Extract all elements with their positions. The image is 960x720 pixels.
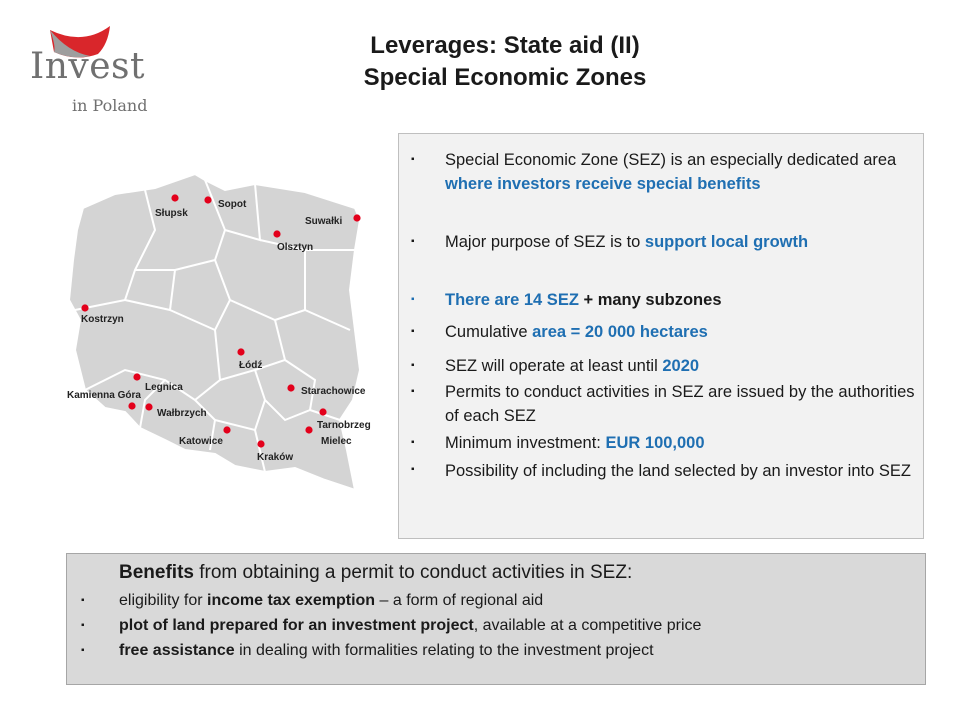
bullet-icon: ▪ (411, 360, 415, 371)
city-label: Olsztyn (277, 242, 314, 253)
city-dot (145, 403, 152, 410)
city-dot (204, 196, 211, 203)
city-label: Mielec (321, 436, 352, 447)
city-marker-layer (55, 150, 395, 500)
city-dot (319, 408, 326, 415)
bullet-icon: ▪ (411, 294, 415, 305)
city-label: Sopot (218, 199, 247, 210)
sez-info-panel (398, 133, 924, 539)
benefits-heading: Benefits from obtaining a permit to conduct activities in SEZ: (119, 562, 633, 583)
city-dot (237, 348, 244, 355)
bullet-icon: ▪ (411, 236, 415, 247)
city-dot (223, 426, 230, 433)
bullet-icon: ▪ (411, 464, 415, 475)
city-dot (257, 440, 264, 447)
city-dot (133, 373, 140, 380)
page-subtitle: Special Economic Zones (363, 64, 647, 91)
city-label: Kamienna Góra (67, 390, 141, 401)
city-label: Legnica (145, 382, 183, 393)
info-item-duration: ▪ SEZ will operate at least until 2020 (411, 354, 915, 378)
city-label: Wałbrzych (157, 408, 207, 419)
info-item-minimum-investment: ▪ Minimum investment: EUR 100,000 (411, 431, 915, 455)
city-label: Kraków (257, 452, 294, 463)
city-dot (171, 194, 178, 201)
city-label: Katowice (179, 436, 223, 447)
logo-text-in-poland: in Poland (72, 96, 148, 115)
benefit-item-assistance: ▪ free assistance in dealing with formalities relating to the investment project (81, 640, 921, 662)
city-label: Suwałki (305, 216, 343, 227)
city-label: Tarnobrzeg (317, 420, 371, 431)
bullet-icon: ▪ (411, 386, 415, 397)
city-dot (287, 384, 294, 391)
bullet-icon: ▪ (81, 645, 85, 656)
bullet-icon: ▪ (81, 595, 85, 606)
benefits-panel (66, 553, 926, 685)
benefit-item-land: ▪ plot of land prepared for an investment project, available at a competitive price (81, 615, 921, 637)
page-title: Leverages: State aid (II) (370, 32, 640, 59)
city-dot (353, 214, 360, 221)
bullet-icon: ▪ (411, 154, 415, 165)
city-label: Kostrzyn (81, 314, 124, 325)
bullet-icon: ▪ (411, 437, 415, 448)
city-label: Łódź (239, 360, 263, 371)
info-item-land: ▪ Possibility of including the land selected by an investor into SEZ (411, 458, 915, 485)
city-dot (273, 230, 280, 237)
info-item-definition: ▪ Special Economic Zone (SEZ) is an especially dedicated area where investors receive special benefits (411, 148, 915, 196)
info-item-purpose: ▪ Major purpose of SEZ is to support local growth (411, 230, 915, 254)
info-item-permits: ▪ Permits to conduct activities in SEZ are issued by the authorities of each SEZ (411, 380, 915, 428)
info-item-count: ▪ There are 14 SEZ + many subzones (411, 288, 915, 312)
city-dot (128, 402, 135, 409)
poland-map (55, 150, 395, 500)
city-dot (305, 426, 312, 433)
city-label: Słupsk (155, 208, 188, 219)
city-dot (81, 304, 88, 311)
info-item-area: ▪ Cumulative area = 20 000 hectares (411, 320, 915, 344)
benefit-item-tax: ▪ eligibility for income tax exemption – a form of regional aid (81, 590, 921, 612)
logo-text-invest: Invest (30, 46, 145, 87)
bullet-icon: ▪ (81, 620, 85, 631)
city-label: Starachowice (301, 386, 366, 397)
bullet-icon: ▪ (411, 326, 415, 337)
